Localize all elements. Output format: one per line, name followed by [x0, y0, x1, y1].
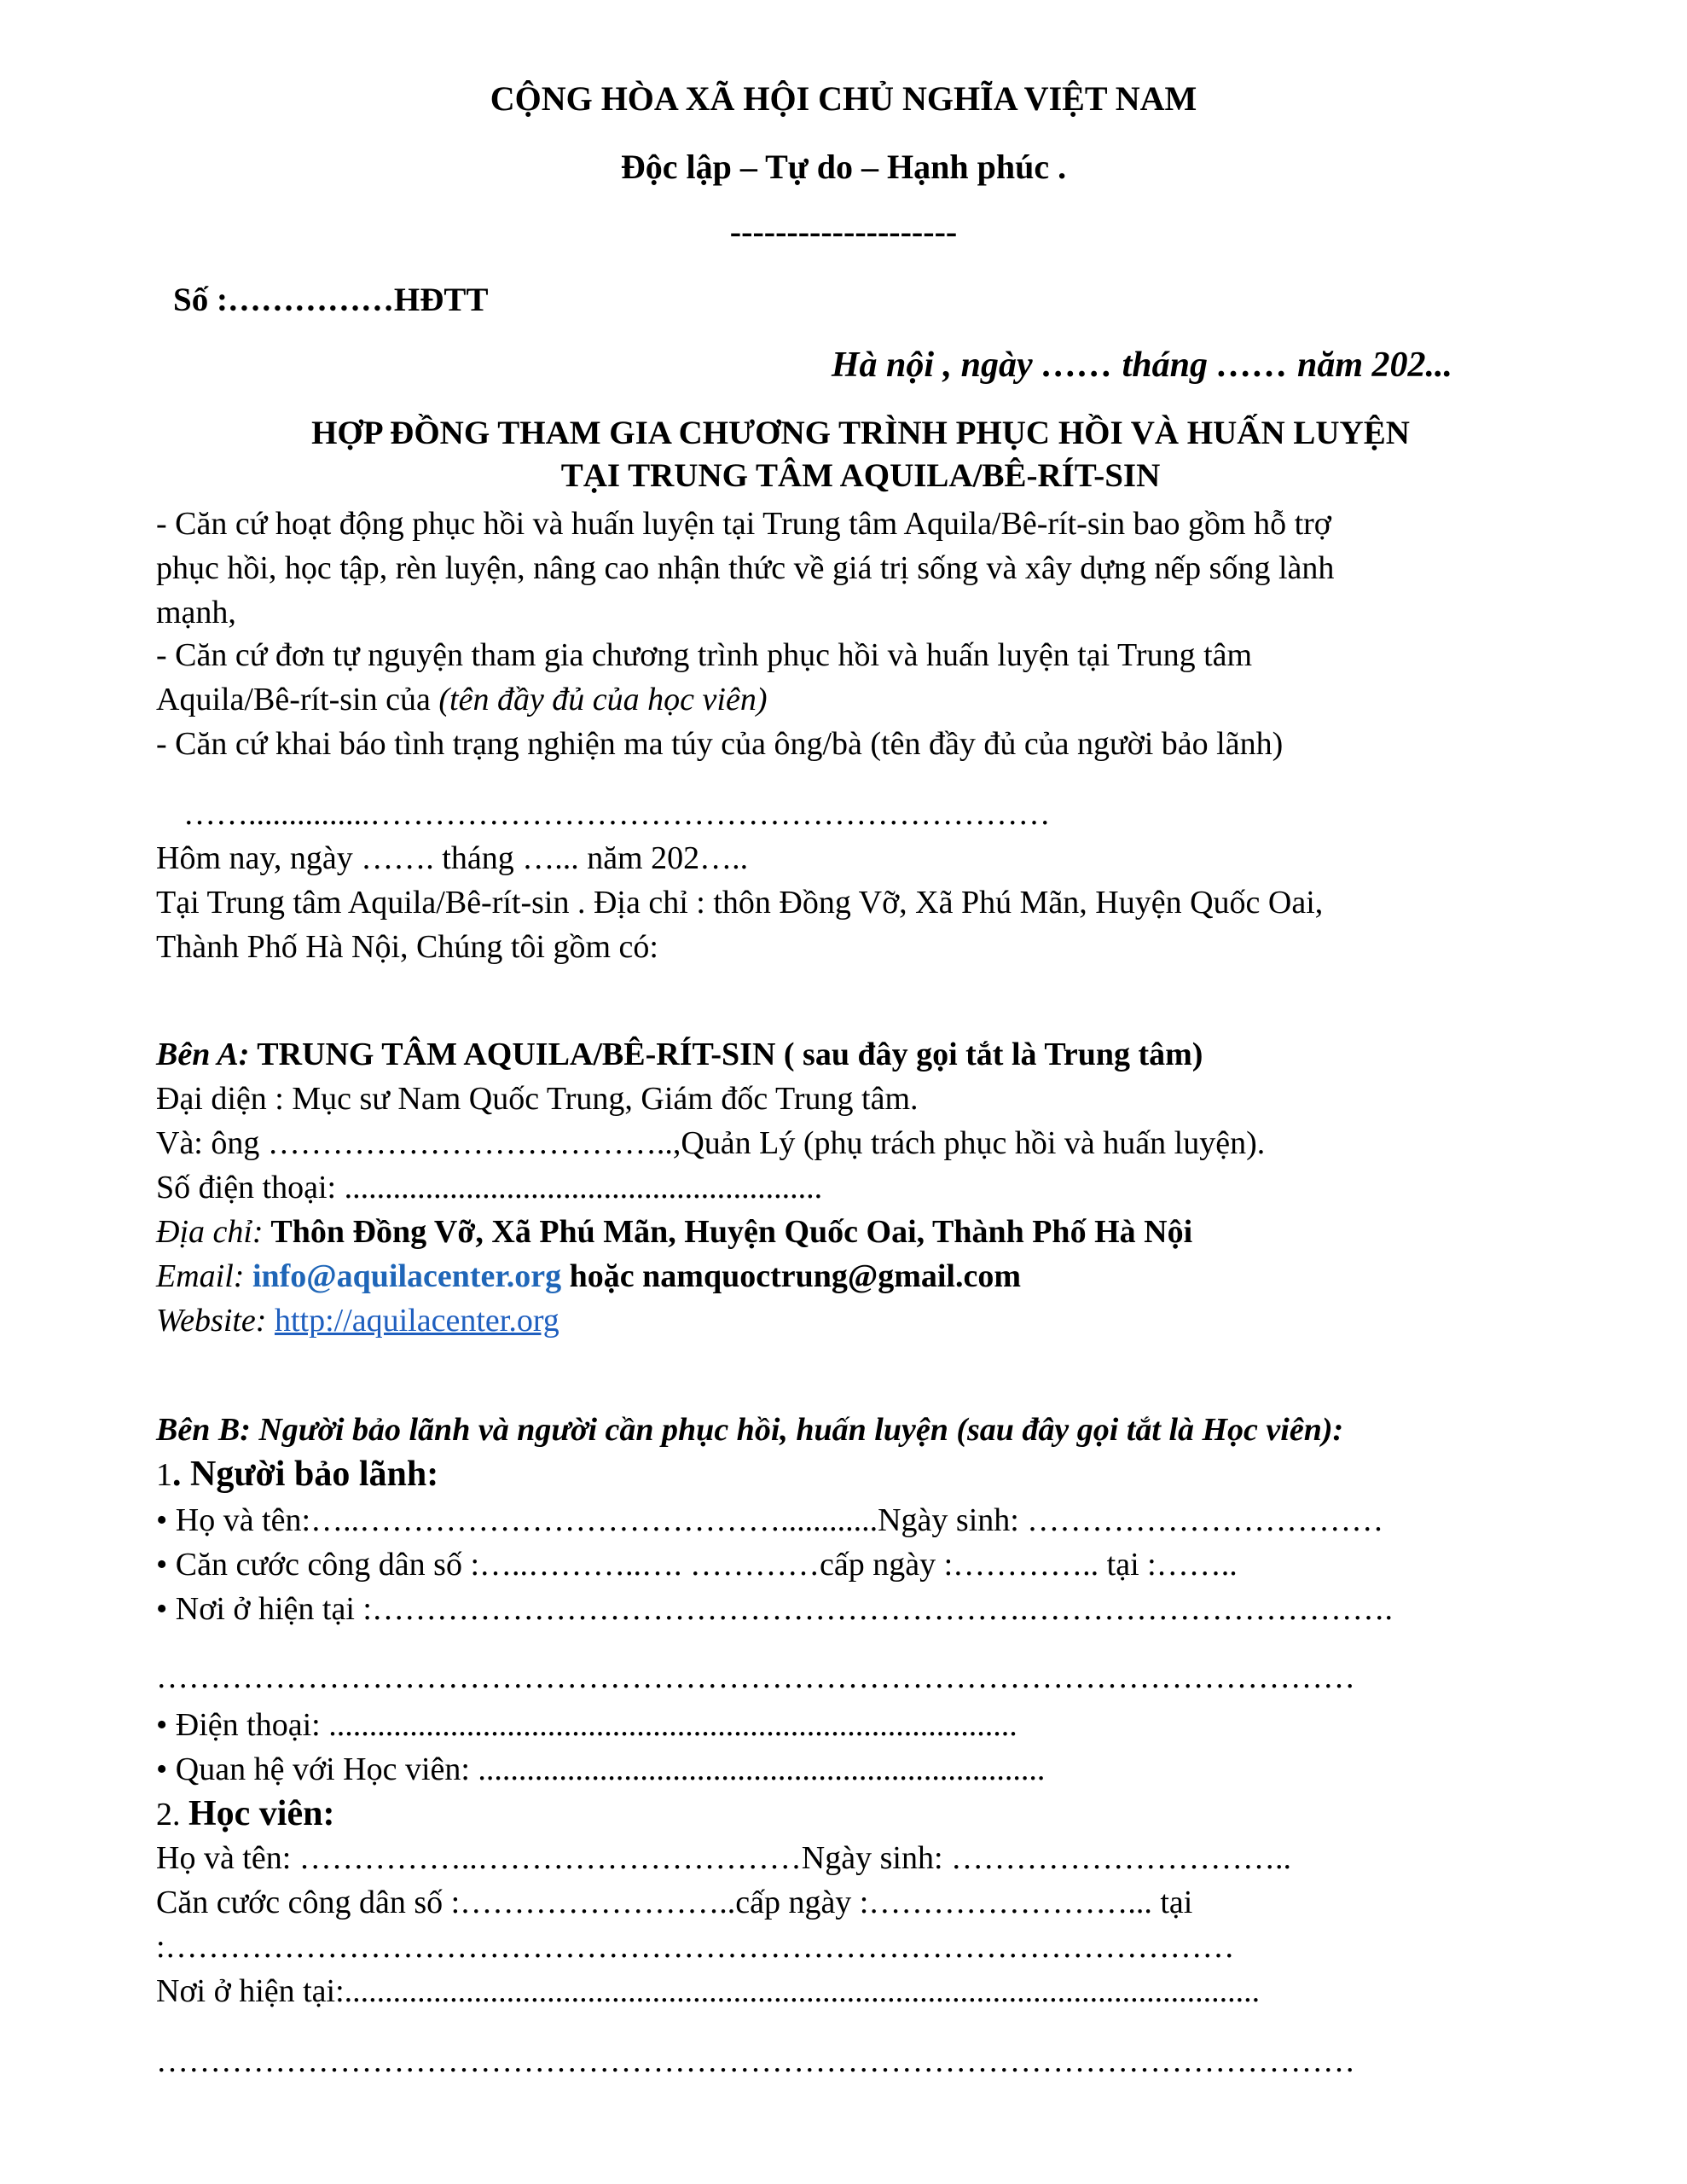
party-a-representative: Đại diện : Mục sư Nam Quốc Trung, Giám đốc Trung tâm.	[156, 1081, 919, 1117]
student-id-place-field: :………………………………………………………………………………………	[156, 1929, 1235, 1965]
party-a-manager: Và: ông ………………………………..,Quản Lý (phụ trách phục hồi và huấn luyện).	[156, 1125, 1266, 1161]
guarantor-relation-field: • Quan hệ với Học viên: ......................................................................	[156, 1751, 1046, 1787]
guarantor-phone-field: • Điện thoại: .....................................................................................	[156, 1707, 1017, 1743]
website-label: Website:	[156, 1303, 267, 1339]
guarantor-section-title	[156, 1452, 1533, 1497]
email-alt: hoặc namquoctrung@gmail.com	[561, 1258, 1022, 1294]
student-name-field: Họ và tên: ……………..…………………………Ngày sinh: …………………………..	[156, 1840, 1292, 1876]
email-label: Email:	[156, 1258, 245, 1294]
basis-2-line1: - Căn cứ đơn tự nguyện tham gia chương trình phục hồi và huấn luyện tại Trung tâm	[156, 637, 1253, 673]
basis-3-line2: ……...............………………………………………………………	[183, 796, 1051, 832]
student-section-title	[156, 1792, 1533, 1837]
basis-1-line3: mạnh,	[156, 595, 236, 630]
party-a-email	[156, 1254, 1533, 1298]
party-a-name: TRUNG TÂM AQUILA/BÊ-RÍT-SIN ( sau đây gọi tắt là Trung tâm)	[249, 1037, 1203, 1072]
basis-2-line2	[156, 677, 1533, 722]
section-2-number: 2.	[156, 1797, 188, 1833]
section-2-title: Học viên:	[188, 1794, 335, 1833]
basis-1-line2: phục hồi, học tập, rèn luyện, nâng cao nhận thức về giá trị sống và xây dựng nếp sống lành	[156, 550, 1335, 586]
party-a-phone: Số điện thoại: ...........................................................	[156, 1170, 823, 1205]
meeting-date: Hôm nay, ngày ……. tháng …... năm 202…..	[156, 840, 749, 876]
website-link[interactable]: http://aquilacenter.org	[274, 1303, 559, 1339]
nation-heading: CỘNG HÒA XÃ HỘI CHỦ NGHĨA VIỆT NAM	[490, 79, 1197, 118]
separator: --------------------	[729, 212, 958, 251]
basis-1-line1: - Căn cứ hoạt động phục hồi và huấn luyện tại Trung tâm Aquila/Bê-rít-sin bao gồm hỗ trợ	[156, 506, 1331, 542]
basis-2-prefix: Aquila/Bê-rít-sin của	[156, 682, 439, 717]
guarantor-address-field: • Nơi ở hiện tại :…………………………………………………….…………………………….	[156, 1591, 1393, 1627]
meeting-place-line2: Thành Phố Hà Nội, Chúng tôi gồm có:	[156, 929, 658, 965]
party-b-heading: Bên B: Người bảo lãnh và người cần phục hồi, huấn luyện (sau đây gọi tắt là Học viên):	[156, 1412, 1344, 1448]
email-link-info[interactable]: info@aquilacenter.org	[252, 1258, 562, 1294]
section-1-title: . Người bảo lãnh:	[172, 1455, 439, 1494]
party-a-address	[156, 1210, 1533, 1254]
address-label: Địa chỉ:	[156, 1214, 264, 1250]
guarantor-id-field: • Căn cước công dân số :…..………..…. …………cấp ngày :………….. tại :……..	[156, 1547, 1238, 1583]
contract-title-line1: HỢP ĐỒNG THAM GIA CHƯƠNG TRÌNH PHỤC HỒI VÀ HUẤN LUYỆN	[311, 415, 1410, 451]
guarantor-address-continuation: …………………………………………………………………………………………………	[156, 1659, 1355, 1695]
party-a-website	[156, 1298, 1533, 1343]
student-address-continuation: …………………………………………………………………………………………………	[156, 2043, 1355, 2079]
place-date: Hà nội , ngày …… tháng …… năm 202...	[831, 346, 1452, 385]
student-address-field: Nơi ở hiện tại:.................................................................................................................	[156, 1973, 1261, 2009]
section-1-number: 1	[156, 1457, 172, 1493]
address-value: Thôn Đồng Vỡ, Xã Phú Mãn, Huyện Quốc Oai, Thành Phố Hà Nội	[263, 1214, 1193, 1250]
party-a-heading	[156, 1032, 1533, 1077]
basis-2-italic: (tên đầy đủ của học viên)	[438, 682, 768, 717]
guarantor-name-field: • Họ và tên:…..…………………………………............Ngày sinh: ……………………………	[156, 1502, 1384, 1538]
student-id-field: Căn cước công dân số :……………………..cấp ngày :……………………... tại	[156, 1885, 1193, 1920]
contract-title-line2: TẠI TRUNG TÂM AQUILA/BÊ-RÍT-SIN	[560, 457, 1161, 494]
motto: Độc lập – Tự do – Hạnh phúc .	[620, 148, 1067, 186]
doc-number: Số :……………HĐTT	[173, 282, 489, 318]
party-a-label: Bên A:	[156, 1037, 250, 1072]
basis-3-line1: - Căn cứ khai báo tình trạng nghiện ma túy của ông/bà (tên đầy đủ của người bảo lãnh)	[156, 726, 1284, 762]
meeting-place-line1: Tại Trung tâm Aquila/Bê-rít-sin . Địa chỉ : thôn Đồng Vỡ, Xã Phú Mãn, Huyện Quốc Oai,	[156, 885, 1324, 921]
